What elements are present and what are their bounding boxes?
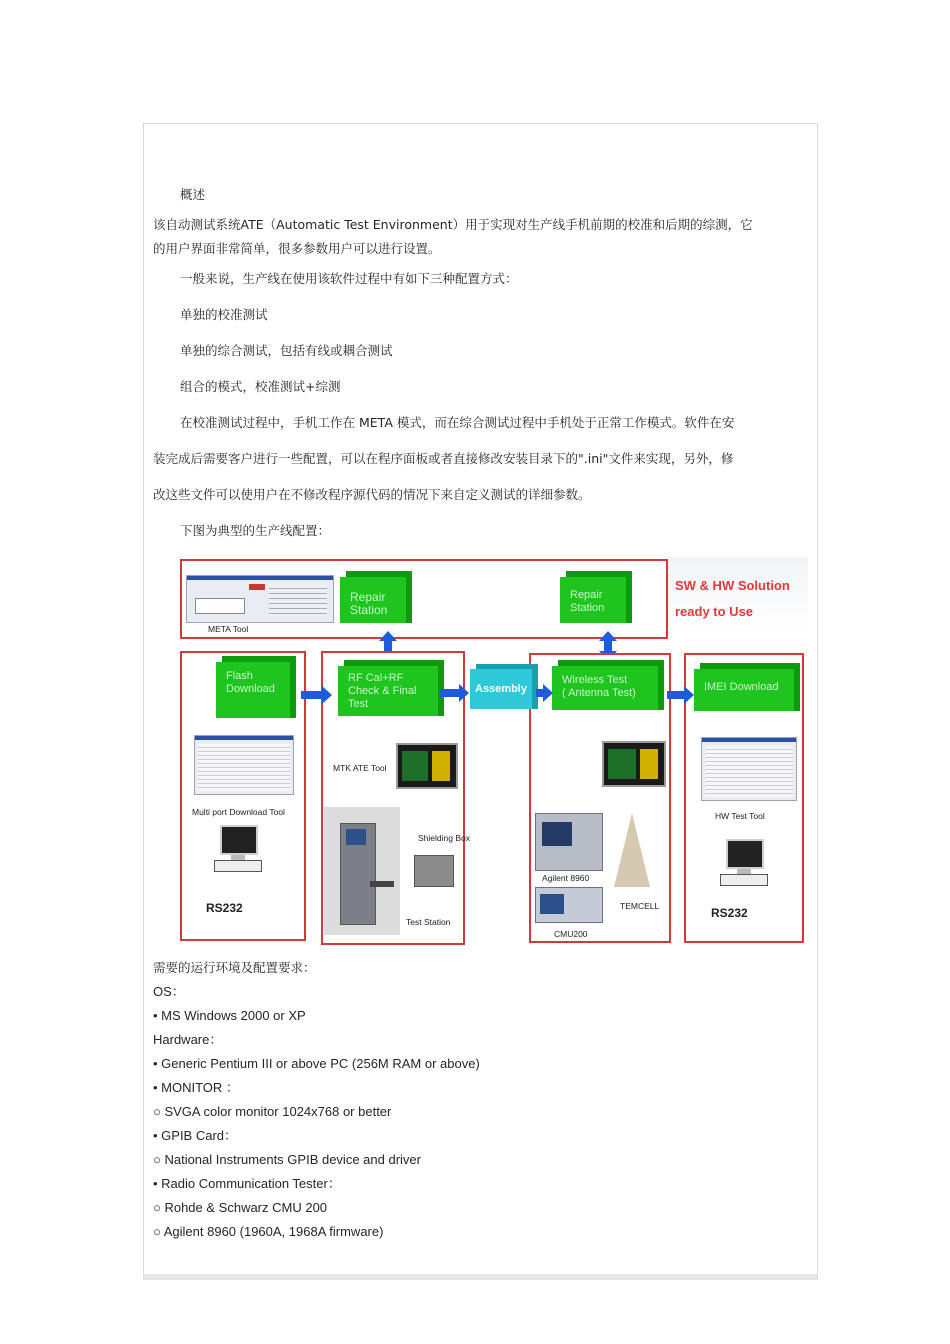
arrow-rf-assembly: [440, 689, 460, 697]
wireless-tool-screen: [602, 741, 666, 787]
mode-item-3: 组合的模式，校准测试+综测: [180, 379, 341, 394]
para1-line1: 该自动测试系统ATE（Automatic Test Environment）用于实现对生产线手机前期的校准和后期的综测，它: [153, 217, 753, 232]
repair-station-left: Repair Station: [340, 577, 406, 623]
para3-line1: 在校准测试过程中，手机工作在 META 模式，而在综合测试过程中手机处于正常工作模式。软件在安: [180, 415, 735, 430]
hw-test-tool-label: HW Test Tool: [715, 811, 765, 821]
hardware-item-monitor: • MONITOR ：: [153, 1080, 239, 1095]
test-station-label: Test Station: [406, 917, 451, 927]
doc-heading: 概述: [180, 187, 206, 202]
hardware-item-tester-sub1: ○ Rohde & Schwarz CMU 200: [153, 1200, 328, 1215]
temcell-icon: [614, 813, 650, 887]
shielding-box-label: Shielding Box: [418, 833, 470, 843]
hardware-item-tester: • Radio Communication Tester：: [153, 1176, 341, 1191]
hardware-item-monitor-sub: ○ SVGA color monitor 1024x768 or better: [153, 1104, 392, 1119]
para1-line2: 的用户界面非常简单，很多参数用户可以进行设置。: [153, 241, 441, 256]
production-line-diagram: [178, 557, 808, 943]
test-station-photo: [324, 807, 400, 935]
wireless-test-box: Wireless Test ( Antenna Test): [552, 666, 658, 710]
hw-test-tool-screenshot: [701, 737, 797, 801]
hardware-label: Hardware：: [153, 1032, 223, 1047]
hardware-item-tester-sub2: ○ Agilent 8960 (1960A, 1968A firmware): [153, 1224, 384, 1239]
solution-backdrop: [668, 557, 808, 637]
rs232-left: RS232: [206, 901, 243, 915]
mode-item-2: 单独的综合测试，包括有线或耦合测试: [180, 343, 393, 358]
hardware-item-gpib: • GPIB Card：: [153, 1128, 238, 1143]
hardware-item-gpib-sub: ○ National Instruments GPIB device and driver: [153, 1152, 421, 1167]
meta-tool-label: META Tool: [208, 624, 249, 634]
shielding-box-icon: [414, 855, 454, 887]
mtk-ate-screen: [396, 743, 458, 789]
arrow-flash-rf: [301, 691, 323, 699]
rs232-right: RS232: [711, 906, 748, 920]
para2: 一般来说，生产线在使用该软件过程中有如下三种配置方式：: [180, 271, 518, 286]
cmu200-label: CMU200: [554, 929, 588, 939]
vertical-arrow-right: [604, 640, 612, 652]
os-label: OS：: [153, 984, 185, 999]
multiport-tool-label: Multi port Download Tool: [192, 807, 285, 817]
cmu200-icon: [535, 887, 603, 923]
meta-tool-screenshot: [186, 575, 334, 623]
temcell-label: TEMCELL: [620, 901, 660, 911]
requirements-heading: 需要的运行环境及配置要求：: [153, 960, 316, 975]
solution-line2: ready to Use: [675, 604, 754, 619]
rf-cal-box: RF Cal+RF Check & Final Test: [338, 666, 438, 716]
hardware-item-pc: • Generic Pentium III or above PC (256M RAM or above): [153, 1056, 480, 1071]
assembly-box: Assembly: [470, 669, 532, 709]
agilent-8960-label: Agilent 8960: [542, 873, 590, 883]
imei-download-box: IMEI Download: [694, 669, 794, 711]
arrow-assembly-wireless: [536, 689, 544, 697]
mode-item-1: 单独的校准测试: [180, 307, 268, 322]
mtk-ate-tool-label: MTK ATE Tool: [333, 763, 387, 773]
flash-download-box: Flash Download: [216, 662, 290, 718]
os-item: • MS Windows 2000 or XP: [153, 1008, 306, 1023]
para3-line3: 改这些文件可以使用户在不修改程序源代码的情况下来自定义测试的详细参数。: [153, 487, 591, 502]
pc-monitor-icon: [220, 825, 262, 872]
para3-line2: 装完成后需要客户进行一些配置，可以在程序面板或者直接修改安装目录下的".ini"文件来实现，另外，修: [153, 451, 734, 466]
repair-station-right: Repair Station: [560, 577, 626, 623]
para4: 下图为典型的生产线配置：: [180, 523, 331, 538]
pc-monitor-icon-right: [726, 839, 768, 886]
solution-line1: SW & HW Solution: [675, 578, 790, 593]
agilent-8960-icon: [535, 813, 603, 871]
multiport-tool-screenshot: [194, 735, 294, 795]
arrow-wireless-imei: [667, 691, 685, 699]
